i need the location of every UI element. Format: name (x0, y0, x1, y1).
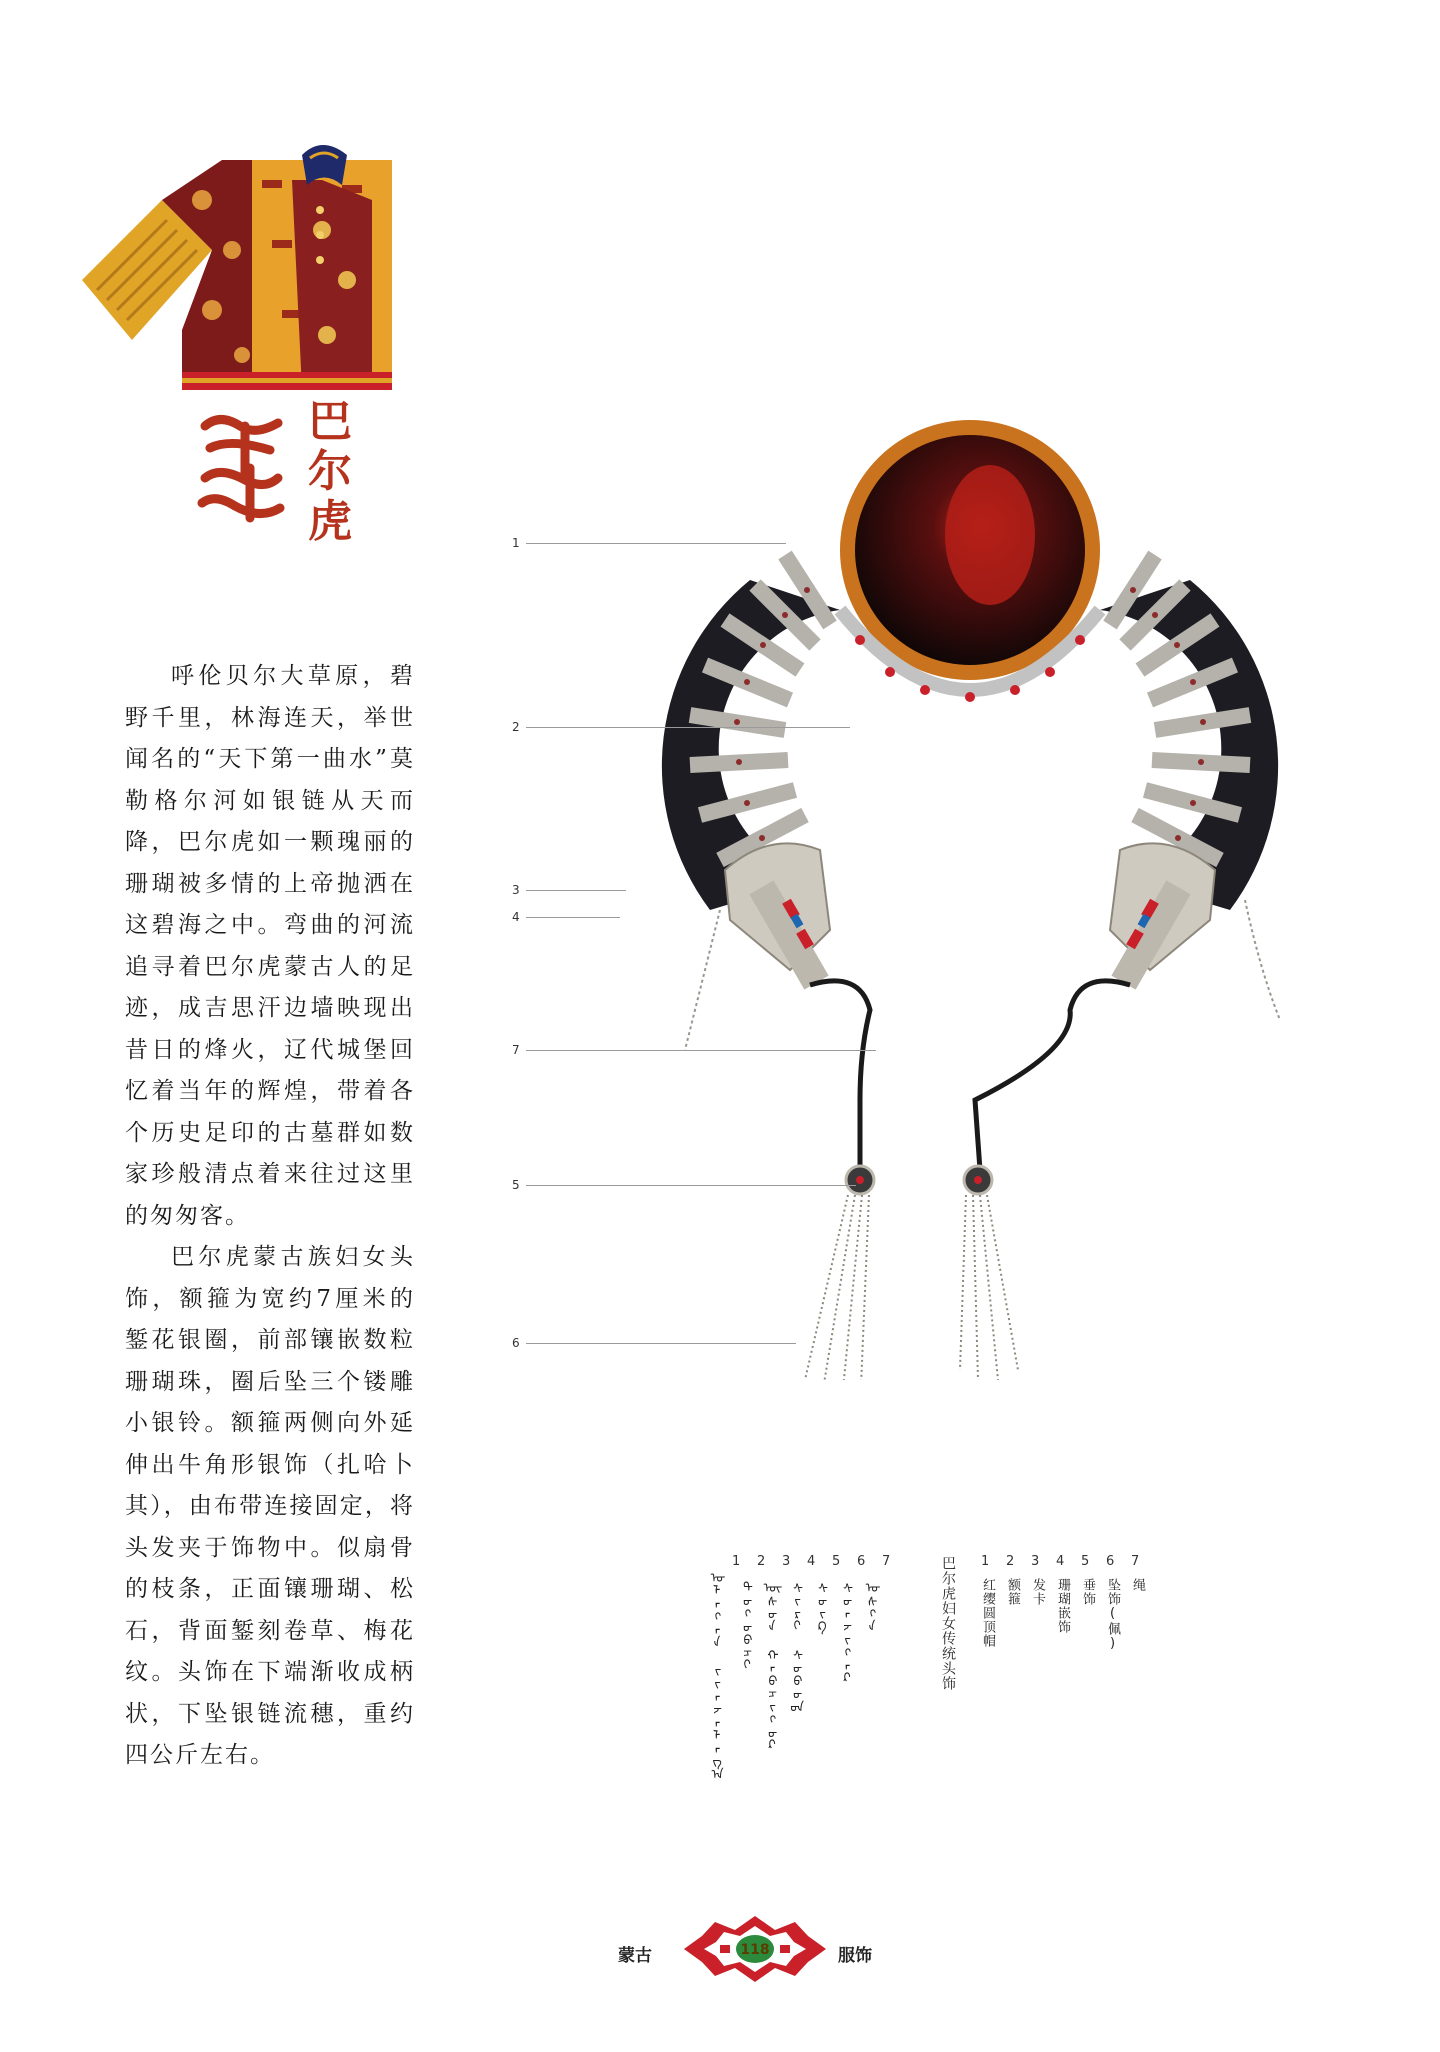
callout-line (526, 727, 850, 728)
callout-number: 7 (512, 1043, 520, 1057)
caption-number: 3 (1031, 1554, 1040, 1569)
footer-right-label: 服饰 (838, 1946, 872, 1966)
mongolian-caption-line: ᠤᠯᠠᠭᠠᠨ ᠵᠢᠨᠵᠠᠯᠠᠭ᠎ᠠ (706, 1570, 721, 1780)
callout-line (526, 890, 626, 891)
footer-left-label: 蒙古 (618, 1946, 652, 1966)
caption-number: 4 (807, 1554, 816, 1569)
title-char-3: 虎 (308, 496, 352, 547)
callout-line (526, 543, 786, 544)
paragraph-2: 巴尔虎蒙古族妇女头饰，额箍为宽约7厘米的錾花银圈，前部镶嵌数粒珊瑚珠，圈后坠三个镂雕小银铃。额箍两侧向外延伸出牛角形银饰（扎哈卜其），由布带连接固定，将头发夹于饰物中。似扇骨的枝条，正面镶珊瑚、松石，背面錾刻卷草、梅花纹。头饰在下端渐收成柄状，下坠银链流穗，重约四公斤左右。 (125, 1244, 415, 1768)
callout-number: 6 (512, 1336, 520, 1350)
title-char-1: 巴 (308, 396, 352, 447)
caption-number: 6 (1106, 1554, 1115, 1569)
caption-item: 坠饰(佩) (1105, 1578, 1120, 1652)
callout-number: 5 (512, 1178, 520, 1192)
callout-number: 3 (512, 883, 520, 897)
caption-number: 2 (1006, 1554, 1015, 1569)
mongolian-script-title (190, 408, 290, 533)
caption-number: 4 (1056, 1554, 1065, 1569)
mongolian-caption-line: ᠰᠢᠷᠢ ᠰᠤᠪᠤᠳ (786, 1580, 801, 1712)
caption-number: 7 (882, 1554, 891, 1569)
mongolian-caption-line: ᠦᠰᠦᠨ ᠬᠠᠪᠴᠢᠭᠤᠷ (761, 1580, 776, 1751)
callout-line (526, 1343, 796, 1344)
callout-line (526, 1050, 876, 1051)
callout-number: 1 (512, 536, 520, 550)
caption-number: 5 (832, 1554, 841, 1569)
caption-number: 1 (981, 1554, 990, 1569)
caption-number: 2 (757, 1554, 766, 1569)
section-title (190, 396, 390, 550)
body-text (125, 656, 415, 1777)
callout-line (526, 917, 620, 918)
callout-line (526, 1185, 856, 1186)
caption-item: 绳 (1130, 1578, 1145, 1592)
page-number: 118 (740, 1942, 770, 1958)
title-char-2: 尔 (308, 446, 352, 497)
caption-number: 7 (1131, 1554, 1140, 1569)
caption-item: 红缨圆顶帽 (980, 1578, 995, 1648)
caption-number: 6 (857, 1554, 866, 1569)
headdress-photo (560, 410, 1320, 1380)
caption-item: 额箍 (1005, 1578, 1020, 1606)
mongolian-caption-line: ᠲᠤᠭᠤᠪᠴᠢ (736, 1580, 751, 1671)
caption-number: 3 (782, 1554, 791, 1569)
caption-item: 发卡 (1030, 1578, 1045, 1606)
left-pendant (798, 1166, 874, 1380)
robe-illustration (72, 140, 402, 400)
mongolian-caption-line: ᠤᠰᠬᠠ (861, 1580, 876, 1632)
paragraph-1: 呼伦贝尔大草原，碧野千里，林海连天，举世闻名的“天下第一曲水”莫勒格尔河如银链从天而降，巴尔虎如一颗瑰丽的珊瑚被多情的上帝抛洒在这碧海之中。弯曲的河流追寻着巴尔虎蒙古人的足迹，成吉思汗边墙映现出昔日的烽火，辽代城堡回忆着当年的辉煌，带着各个历史足印的古墓群如数家珍般清点着来往过这里的匆匆客。 (125, 663, 415, 1229)
right-pendant (960, 1166, 1018, 1380)
caption-item: 珊瑚嵌饰 (1055, 1578, 1070, 1634)
callout-number: 4 (512, 910, 520, 924)
caption-number: 1 (732, 1554, 741, 1569)
mongolian-caption-line: ᠰᠤᠢᠺ (811, 1580, 826, 1632)
callout-number: 2 (512, 720, 520, 734)
caption-item: 垂饰 (1080, 1578, 1095, 1606)
caption-number: 5 (1081, 1554, 1090, 1569)
mongolian-caption-line: ᠰᠤᠨᠵᠢᠭᠠᠷ (836, 1580, 851, 1684)
caption-title: 巴尔虎妇女传统头饰 (940, 1556, 956, 1691)
